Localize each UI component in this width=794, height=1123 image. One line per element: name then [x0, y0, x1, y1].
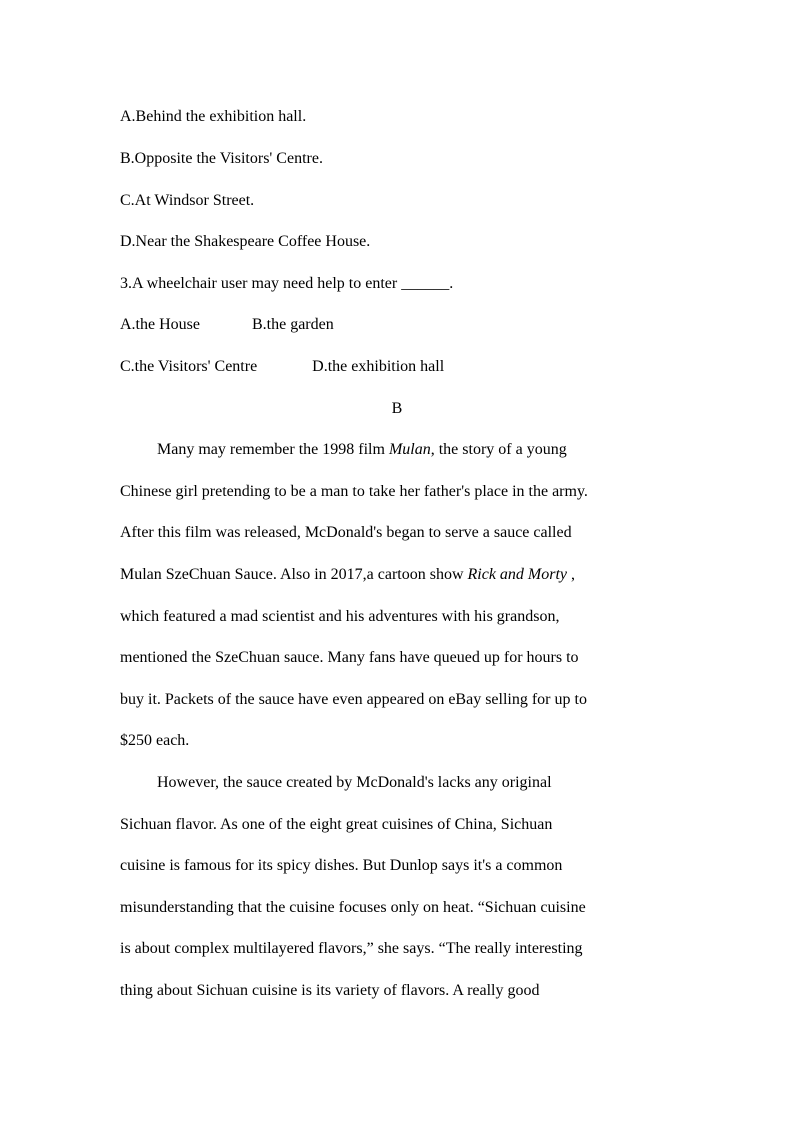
passage-text: Mulan SzeChuan Sauce. Also in 2017,a cartoon show [120, 566, 468, 583]
q3-stem: 3.A wheelchair user may need help to enter ______. [120, 275, 454, 292]
film-title: Mulan [388, 441, 431, 458]
q3-option-b: B.the garden [251, 316, 334, 333]
passage-p1-line-3: After this film was released, McDonald's began to serve a sauce called [120, 524, 572, 541]
passage-p2-line-6: thing about Sichuan cuisine is its variety of flavors. A really good [120, 982, 540, 999]
passage-p1-line-8: $250 each. [120, 732, 190, 749]
passage-p2-line-2: Sichuan flavor. As one of the eight great cuisines of China, Sichuan [120, 816, 553, 833]
passage-p1-line-1 [157, 440, 567, 460]
show-title: Rick and Morty [467, 566, 568, 583]
passage-text: , the story of a young [430, 441, 567, 458]
q3-option-d: D.the exhibition hall [312, 358, 445, 375]
q3-option-c: C.the Visitors' Centre [120, 358, 258, 375]
q3-options-row-1 [120, 315, 334, 335]
passage-p1-line-5: which featured a mad scientist and his adventures with his grandson, [120, 608, 560, 625]
q2-option-a: A.Behind the exhibition hall. [120, 108, 307, 125]
q2-option-b: B.Opposite the Visitors' Centre. [120, 150, 323, 167]
passage-p1-line-6: mentioned the SzeChuan sauce. Many fans have queued up for hours to [120, 649, 579, 666]
passage-text: Many may remember the 1998 film [157, 441, 389, 458]
passage-p2-line-5: is about complex multilayered flavors,” she says. “The really interesting [120, 940, 583, 957]
q3-option-a: A.the House [120, 316, 200, 333]
passage-p2-line-3: cuisine is famous for its spicy dishes. But Dunlop says it's a common [120, 857, 563, 874]
passage-p2-line-1: However, the sauce created by McDonald's lacks any original [157, 774, 552, 791]
passage-text: , [567, 566, 576, 583]
q2-option-d: D.Near the Shakespeare Coffee House. [120, 233, 371, 250]
passage-p2-line-4: misunderstanding that the cuisine focuses only on heat. “Sichuan cuisine [120, 899, 586, 916]
q3-options-row-2 [120, 357, 444, 377]
passage-p1-line-7: buy it. Packets of the sauce have even appeared on eBay selling for up to [120, 691, 587, 708]
q2-option-c: C.At Windsor Street. [120, 192, 255, 209]
passage-p1-line-4 [120, 565, 575, 585]
section-heading: B [391, 400, 403, 417]
passage-p1-line-2: Chinese girl pretending to be a man to take her father's place in the army. [120, 483, 588, 500]
